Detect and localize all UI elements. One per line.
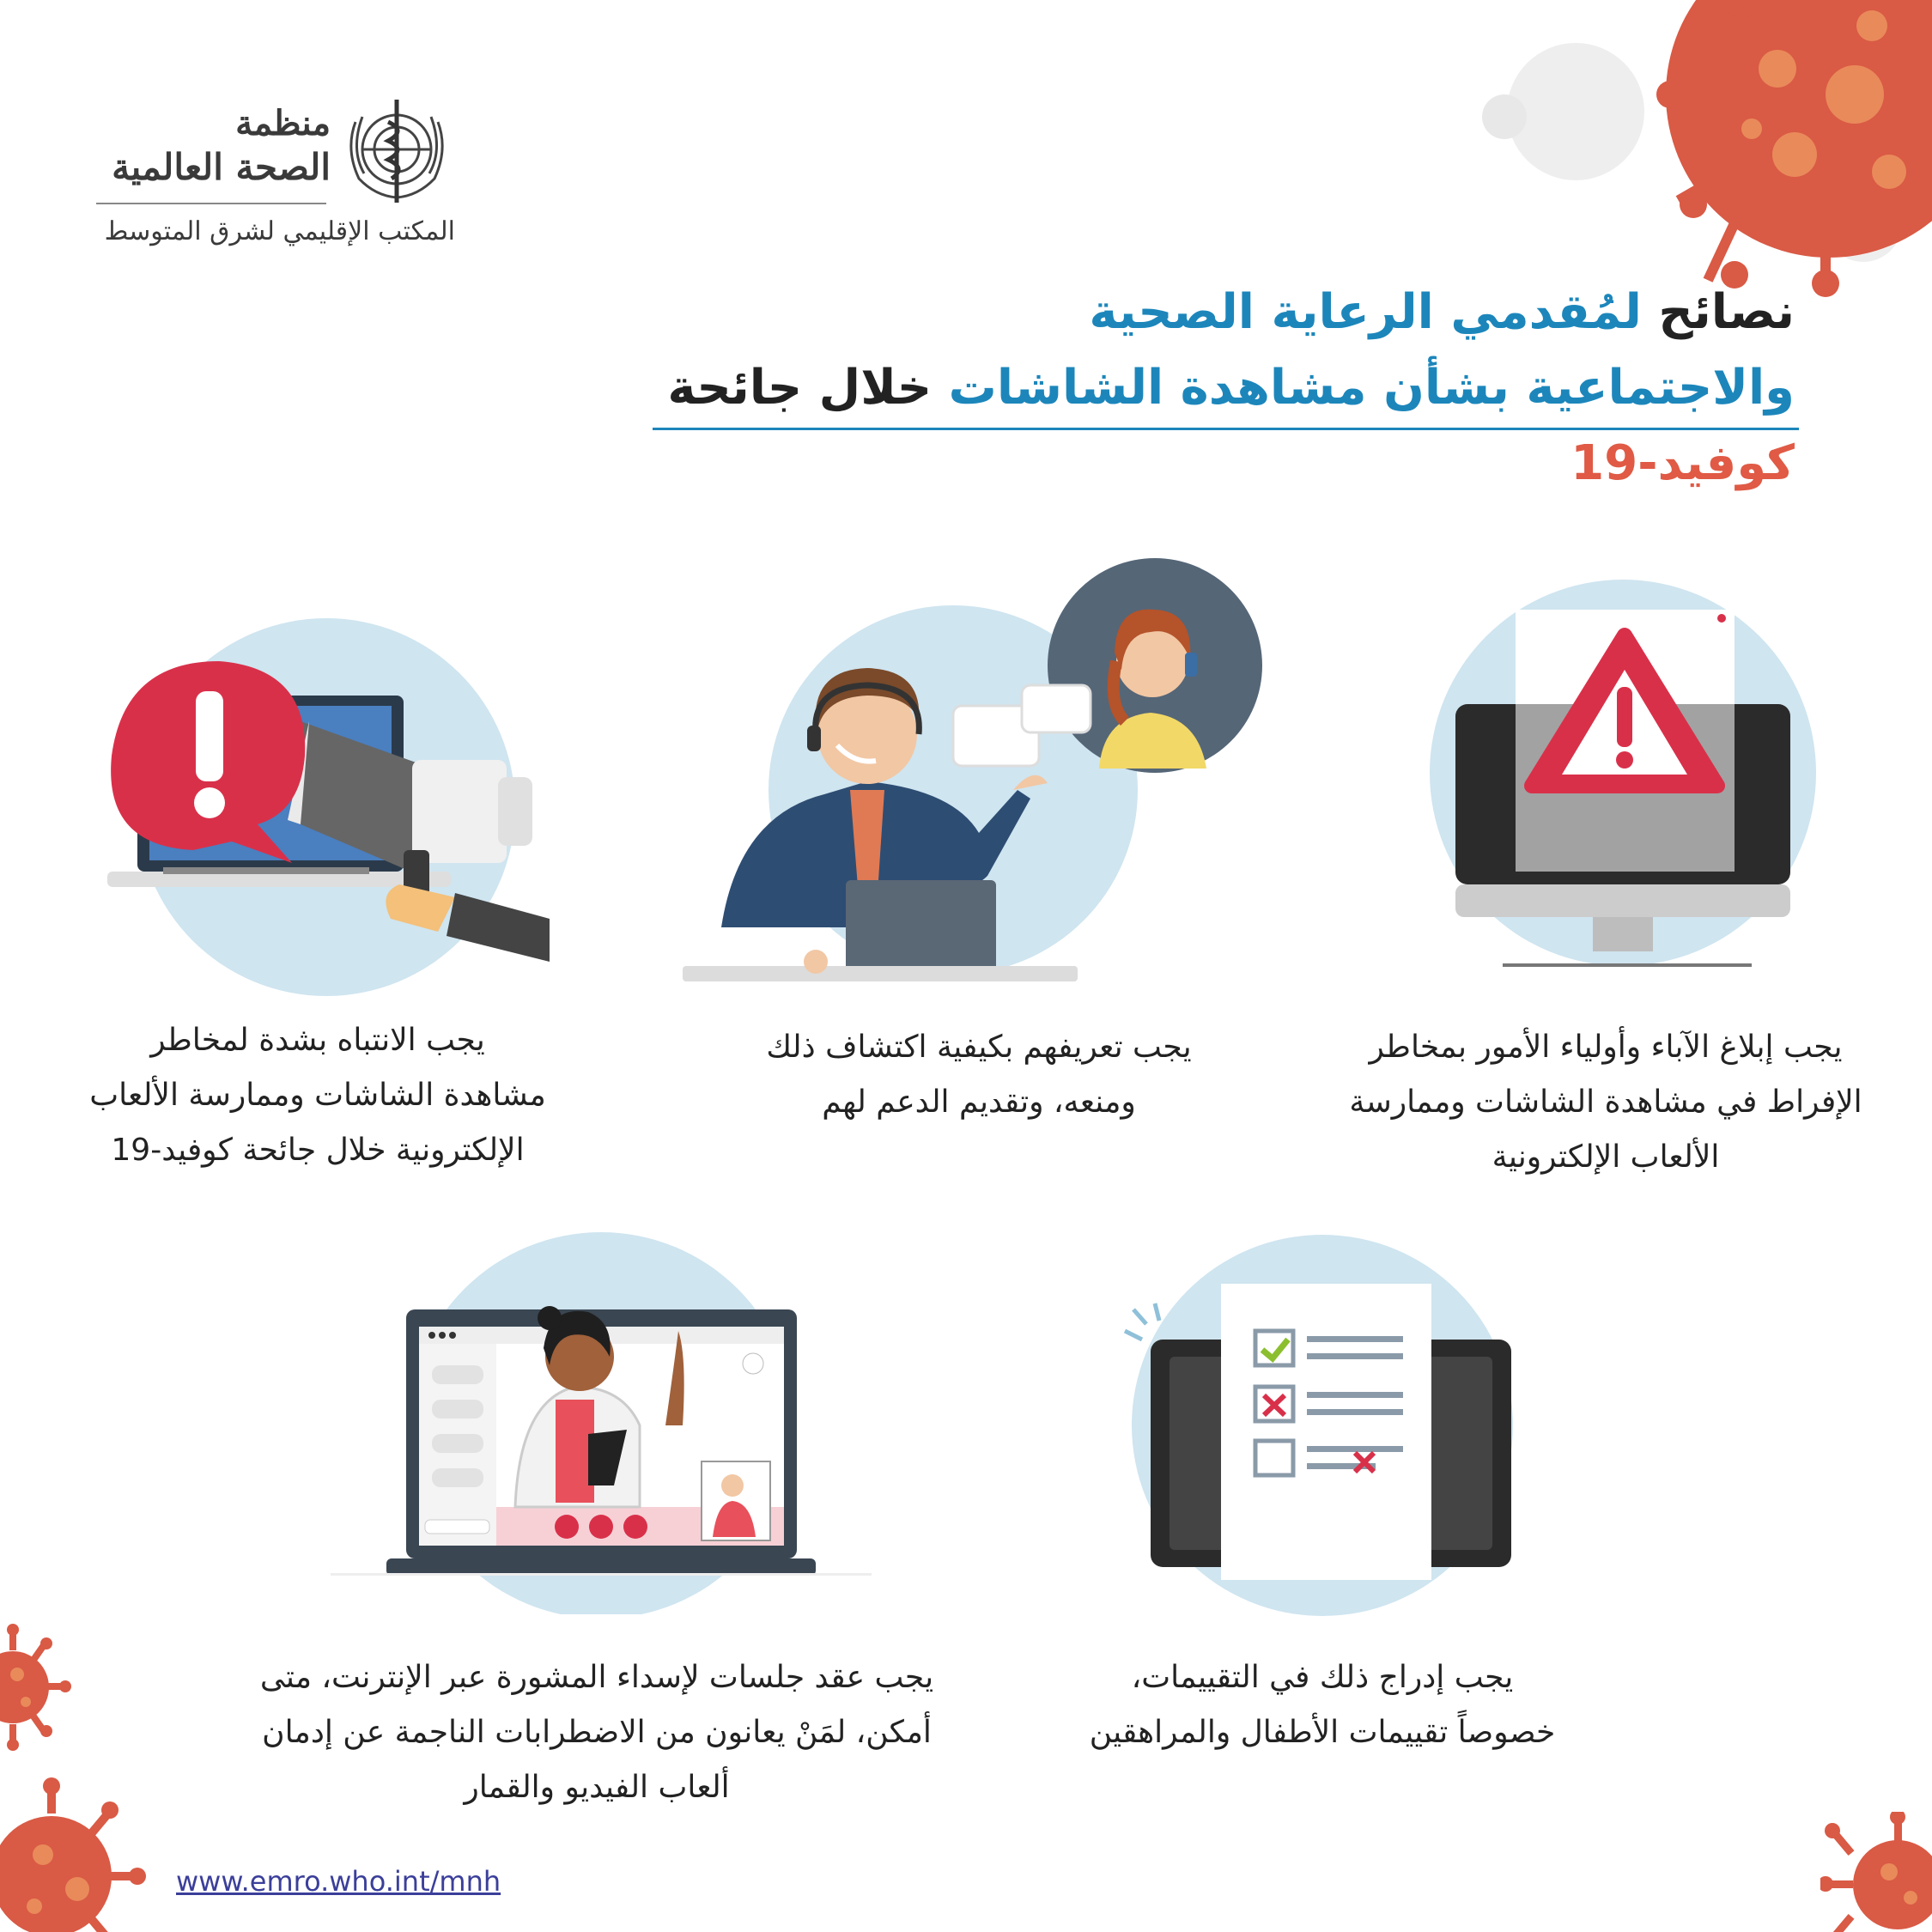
virus-decoration-top-icon [1460,0,1932,309]
logo-divider [96,203,326,204]
tip-3-line-1: يجب الانتباه بشدة لمخاطر [150,1023,485,1058]
tip-3-text [69,1013,567,1178]
org-name-line2: الصحة العالمية [112,146,331,188]
tip-1-line-2: الإفراط في مشاهدة الشاشات وممارسة [1349,1084,1862,1120]
title-part2: لمُقدمي الرعاية الصحية [1089,284,1642,340]
virus-decoration-left-icon [0,1623,77,1752]
page-title [653,275,1795,501]
tip-2-text [721,1020,1236,1130]
monitor-warning-icon [1425,575,1838,979]
tip-2-line-2: ومنعه، وتقديم الدعم لهم [822,1084,1136,1120]
tip-3-line-2: مشاهدة الشاشات وممارسة الألعاب [89,1078,546,1113]
tip-1-text [1340,1020,1872,1185]
footer-url-link[interactable]: www.emro.who.int/mnh [176,1865,501,1898]
title-part5: كوفيد-19 [1571,435,1795,491]
tip-5-line-2: أمكن، لمَنْ يعانون من الاضطرابات الناجمة عن إدمان [262,1715,932,1750]
regional-office-name: المكتب الإقليمي لشرق المتوسط [104,216,455,246]
tip-5-line-3: ألعاب الفيديو والقمار [464,1770,730,1805]
who-emblem-icon [337,96,457,208]
virus-decoration-bottom-left-icon [0,1769,155,1932]
tip-3-line-3: الإلكترونية خلال جائحة كوفيد-19 [111,1133,525,1168]
org-name-line1: منظمة [235,103,331,143]
tip-4-text [1056,1650,1589,1760]
tip-5-text [253,1650,940,1815]
title-part1: نصائح [1641,284,1795,340]
title-underline [653,428,1799,430]
call-center-icon [670,558,1271,996]
who-logo [94,103,331,191]
title-part3: والاجتماعية بشأن مشاهدة الشاشات [932,360,1795,416]
tip-1-line-3: الألعاب الإلكترونية [1492,1139,1720,1175]
tip-2-line-1: يجب تعريفهم بكيفية اكتشاف ذلك [766,1030,1192,1065]
virus-decoration-bottom-right-icon [1820,1812,1932,1932]
tip-4-line-1: يجب إدراج ذلك في التقييمات، [1131,1660,1514,1695]
title-part4: خلال جائحة [667,360,933,416]
tip-1-line-1: يجب إبلاغ الآباء وأولياء الأمور بمخاطر [1369,1030,1843,1065]
video-consultation-icon [331,1228,872,1614]
tablet-checklist-icon [1108,1228,1520,1623]
laptop-megaphone-icon [94,592,558,1013]
tip-5-line-1: يجب عقد جلسات لإسداء المشورة عبر الإنترنت، متى [259,1660,934,1695]
tip-4-line-2: خصوصاً تقييمات الأطفال والمراهقين [1089,1715,1556,1750]
